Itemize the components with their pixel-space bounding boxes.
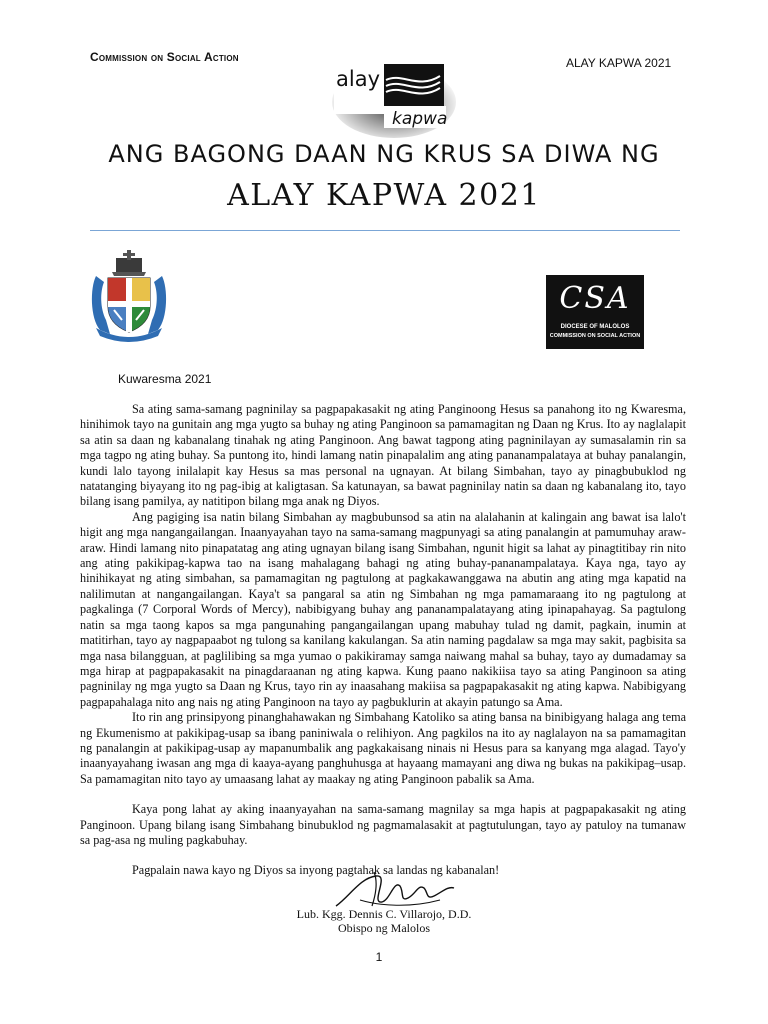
org-name: Commission on Social Action [90,50,239,64]
alay-kapwa-logo [322,50,462,140]
paragraph-4: Kaya pong lahat ay aking inaanyayahan na sama-samang magnilay sa mga hapis at pagpapakasakit ng ating Panginoon. Upang bilang isang Simbahang binubuklod ng pagmamalasakit at pagtutulungan, tayo ay patuloy na tumanaw sa pag-asa ng muling pagkabuhay. [80,802,686,847]
title-divider [90,230,680,231]
csa-line-2: COMMISSION ON SOCIAL ACTION [549,333,641,339]
letter-body [80,402,686,879]
page-number: 1 [375,950,383,964]
logo-text-bottom: kapwa [392,109,448,129]
paragraph-5: Pagpalain nawa kayo ng Diyos sa inyong pagtahak sa landas ng kabanalan! [132,863,500,878]
signatory-role: Obispo ng Malolos [337,921,430,935]
paragraph-3: Ito rin ang prinsipyong pinanghahawakan ng Simbahang Katoliko sa ating bansa na binibigyang halaga ang tema ng Ekumenismo at pakikipag-usap sa ibang paniniwala o relihiyon. Ang pagkilos na ito ay naglalayon na sa pamamagitan ng panalangin at pakikipag-usap ay mapanumbalik ang pagkakaisang ninais ni Hesus para sa kanyang mga alagad. Tayo'y inaanyayahang iwasan ang mga di kaaya-ayang panghuhusga at hayaang mamayani ang diwa ng bukas na pakikipag–usap. Sa pamamagitan nito tayo ay umaasang lahat ay maakay ng ating Panginoon pabalik sa Ama. [80,710,686,786]
document-tag: ALAY KAPWA 2021 [566,56,672,70]
paragraph-2: Ang pagiging isa natin bilang Simbahan ay magbubunsod sa atin na alalahanin at kalingain ang bawat isa lalo't higit ang mga nangangailangan. Inaanyayahan tayo na sama-samang magpunyagi sa ating panalangin at pamumuhay araw-araw. Hindi lamang nito pinapatatag ang ating ugnayan bilang isang Simbahan, ngunit higit sa lahat ay pinagtitibay rin nito ang ating pakikipag-kapwa tao na isang mahalagang bahagi ng ating buhay-pananampalataya. Kaya nga, tayo ay hinihikayat ng ating simbahan, sa pamamagitan ng pagtulong at pagkakawanggawa na abutin ang ating mga kapatid na nalilimutan at nangangailangan. Kaya't sa pangaral sa atin ng Simbahan ng mga pamamaraang ito ng pagtulong at pagkalinga (7 Corporal Words of Mercy), nabibigyang buhay ang pananampalatayang ating ipinapahayag. Sa pagtulong natin sa mga taong kapos sa mga pangunahing pangangailangan upang mabuhay tulad ng damit, pagkain, inumin at matitirhan, tayo ay nagpapaabot ng tulong sa kanilang kakulangan. Sa atin naming pagdalaw sa mga may sakit, pagbisita sa mga nasa bilangguan, at paglilibing sa mga yumao o pakikiramay samga naiwang mahal sa buhay, tayo ay dumadamay sa mga hirap at pagpapakasakit na pinagdaraanan ng ating kapwa. Kung paano nakikiisa tayo sa ating Panginoon sa ating pagninilay ng mga yugto sa Daan ng Krus, tayo rin ay inaasahang makiisa sa pagpapakasakit ng ating kapwa. Nabibigyang pagpapahalaga nito ang nais ng ating Panginoon na tayo ay pagbuklurin at akayin patungo sa Ama. [80,509,686,709]
csa-line-1: DIOCESE OF MALOLOS [560,324,630,330]
diocese-crest-icon [86,248,172,344]
logo-text-top: alay [336,67,380,91]
csa-mark: CSA [559,281,631,316]
letter-date: Kuwaresma 2021 [118,372,212,386]
title-line-1: ANG BAGONG DAAN NG KRUS SA DIWA NG [108,140,660,168]
csa-diocese-logo [546,275,644,349]
signatory-name: Lub. Kgg. Dennis C. Villarojo, D.D. [296,907,472,921]
title-line-2: ALAY KAPWA 2021 [227,178,541,213]
paragraph-1: Sa ating sama-samang pagninilay sa pagpapakasakit ng ating Panginoong Hesus sa panahong ito ng Kwaresma, hinihimok tayo na gunitain ang mga yugto sa buhay ng ating Panginoon sa pamamagitan ng Daan ng Krus. Ito ay naglalapit sa atin sa daan ng kabanalang tinahak ng ating Panginoon. Ang bawat tagpong ating pagninilayan ay sumasalamin rin sa mga tagpo ng ating buhay. Sa puntong ito, hindi lamang natin pinapalalim ang ating pananampalataya at buhay panalangin, kundi lalo tayong inilalapit kay Hesus sa mas personal na ugnayan. At bilang Simbahan, tayo ay pinagbubuklod ng natatanging biyayang ito ng pag-ibig at kaligtasan. Sa katunayan, sa bawat pagninilay natin sa daan ng kabanalang ito, tayo bilang isang pamilya, ay natitipon bilang mga anak ng Diyos. [80,402,686,509]
